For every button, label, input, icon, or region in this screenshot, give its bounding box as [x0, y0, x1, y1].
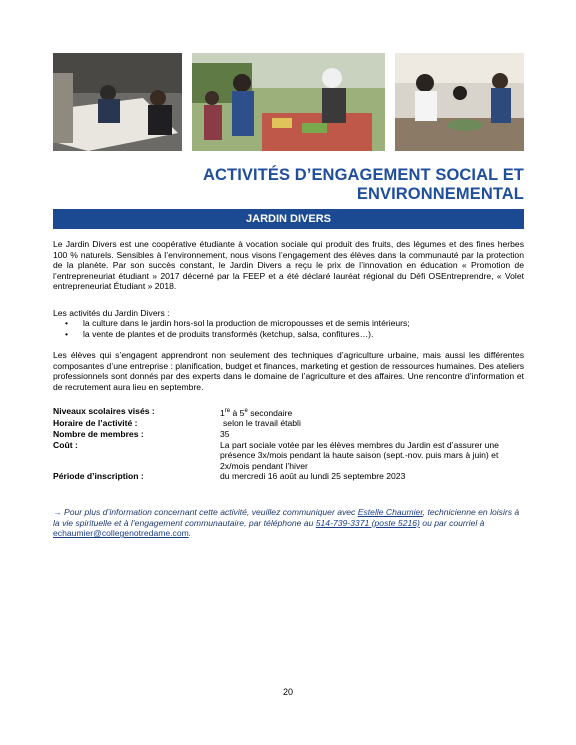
bullet-icon: •	[65, 328, 69, 339]
title-line-2: ENVIRONNEMENTAL	[356, 185, 524, 203]
title-line-1: ACTIVITÉS D’ENGAGEMENT SOCIAL ET	[202, 166, 524, 184]
page-number: 20	[282, 687, 293, 697]
page-title	[150, 166, 524, 204]
photo-kitchen-cooking	[395, 53, 524, 151]
period-value: du mercredi 16 août au lundi 25 septembre 2023	[220, 471, 406, 482]
info-row-schedule	[53, 418, 524, 429]
info-block	[53, 406, 524, 482]
email-link[interactable]: echaumier@collegenotredame.com	[53, 528, 189, 539]
skills-paragraph: Les élèves qui s’engagent apprendront non seulement des techniques d’agriculture urbaine, mais aussi les différentes composantes d’une entreprise : planification, budget et finances, marketing et gestion de ressources humaines. Des ateliers professionnels sont donnés par des experts dans le domaine de l’agriculture et des affaires. Une rencontre d’information et de recrutement aura lieu en septembre.	[53, 350, 525, 392]
contact-paragraph: → Pour plus d’information concernant cette activité, veuillez communiquer avec Estelle Chaumier, technicienne en loisirs à la vie spirituelle et à l’engagement communautaire, par téléphone au 514-739-3371 (poste 5216) ou par courriel à echaumier@collegenotredame.com.	[53, 507, 520, 539]
contact-name-link[interactable]: Estelle Chaumier	[357, 507, 423, 517]
members-value: 35	[220, 429, 230, 440]
arrow-icon: →	[53, 507, 62, 517]
schedule-value: selon le travail établi	[223, 418, 301, 429]
info-row-levels	[53, 406, 524, 418]
photo-outdoor-market	[192, 53, 385, 151]
phone-link[interactable]: 514-739-3371 (poste 5216)	[315, 517, 420, 528]
description-paragraph: Le Jardin Divers est une coopérative étudiante à vocation sociale qui produit des fruits, des légumes et des fines herbes 100 % naturels. Sensibles à l’environnement, nous visons l’engagement des élèves dans la communauté par la protection de la planète. Par son succès constant, le Jardin Divers a reçu le prix de l’innovation en éducation « Promotion de l’entrepreneuriat étudiant » 2017 décerné par la FEEP et a été déclaré lauréat régional du Défi OSEntreprendre, « Volet entrepreneuriat Étudiant » 2018.	[53, 239, 524, 292]
levels-label: Niveaux scolaires visés :	[53, 406, 155, 416]
info-row-period	[53, 471, 524, 482]
list-item: • la vente de plantes et de produits transformés (ketchup, salsa, confitures…).	[65, 328, 374, 339]
activities-list	[53, 318, 524, 339]
info-row-members	[53, 429, 524, 440]
levels-value: 1re à 5e secondaire	[220, 407, 293, 418]
bullet-icon: •	[65, 318, 69, 328]
period-label: Période d’inscription :	[53, 471, 144, 482]
schedule-label: Horaire de l’activité :	[53, 418, 138, 429]
photo-students-drawing	[53, 53, 182, 151]
section-banner: JARDIN DIVERS	[53, 209, 524, 229]
cost-label: Coût :	[53, 439, 78, 450]
list-item: • la culture dans le jardin hors-sol la production de micropousses et de semis intérieurs;	[65, 318, 410, 328]
info-row-cost	[53, 440, 524, 472]
members-label: Nombre de membres :	[53, 429, 144, 440]
activities-intro: Les activités du Jardin Divers :	[53, 308, 170, 318]
cost-value: La part sociale votée par les élèves membres du Jardin est d’assurer une présence 3x/mois pendant la haute saison (sept.-nov. puis mars à juin) et 2x/mois pendant l’hiver	[220, 439, 499, 471]
